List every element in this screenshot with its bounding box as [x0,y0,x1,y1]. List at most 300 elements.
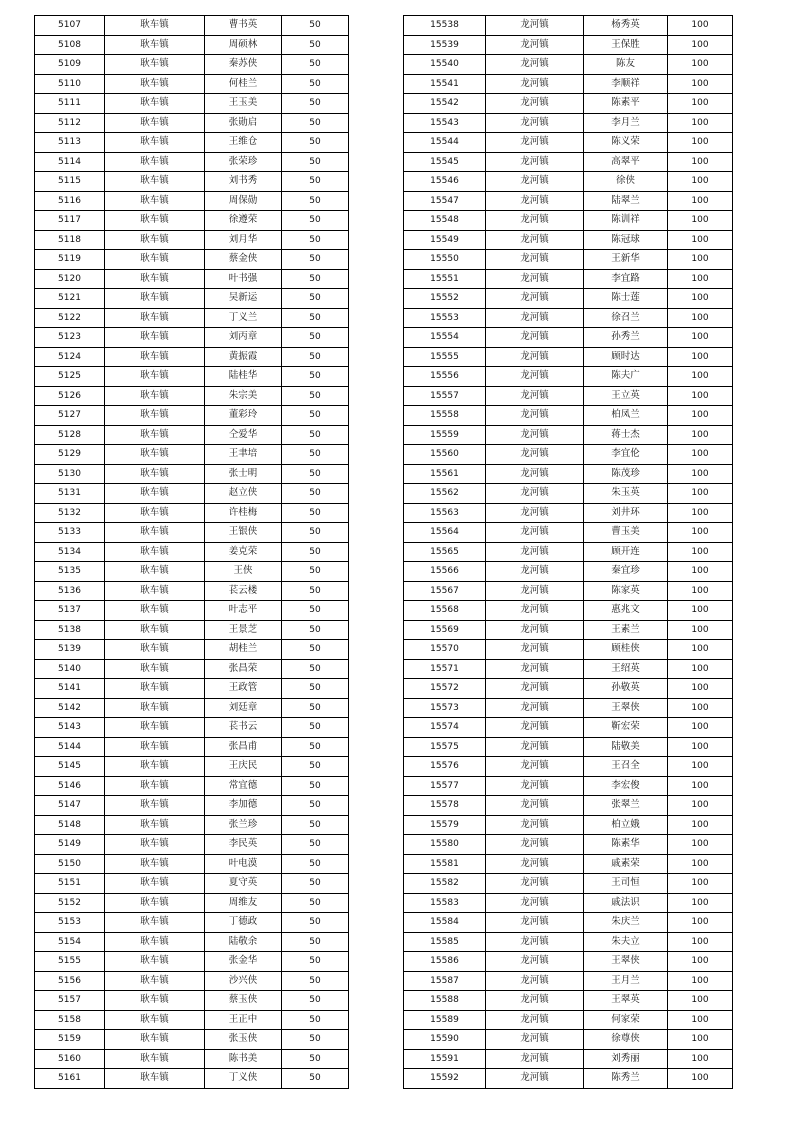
serial-number-cell: 15574 [404,718,486,738]
name-cell: 陈素华 [584,835,668,855]
table-row [35,191,349,211]
name-cell: 徐遵荣 [205,211,282,231]
amount-cell: 100 [668,35,733,55]
amount-cell: 50 [282,874,349,894]
amount-cell: 100 [668,55,733,75]
left-table-body [35,16,349,1089]
serial-number-cell: 15568 [404,601,486,621]
serial-number-cell: 15579 [404,815,486,835]
serial-number-cell: 5118 [35,230,105,250]
amount-cell: 50 [282,289,349,309]
name-cell: 丁义兰 [205,308,282,328]
serial-number-cell: 15586 [404,952,486,972]
serial-number-cell: 15585 [404,932,486,952]
name-cell: 张荣珍 [205,152,282,172]
name-cell: 刘井环 [584,503,668,523]
town-cell: 龙河镇 [486,328,584,348]
amount-cell: 100 [668,367,733,387]
amount-cell: 100 [668,94,733,114]
table-row [35,289,349,309]
table-row [35,718,349,738]
name-cell: 张兰珍 [205,815,282,835]
serial-number-cell: 15548 [404,211,486,231]
amount-cell: 100 [668,74,733,94]
table-row [35,347,349,367]
town-cell: 龙河镇 [486,152,584,172]
name-cell: 苌书云 [205,718,282,738]
town-cell: 耿车镇 [105,172,205,192]
name-cell: 刘书秀 [205,172,282,192]
amount-cell: 50 [282,991,349,1011]
serial-number-cell: 5133 [35,523,105,543]
serial-number-cell: 5119 [35,250,105,270]
right-table [403,15,733,1089]
amount-cell: 100 [668,250,733,270]
serial-number-cell: 5143 [35,718,105,738]
serial-number-cell: 15562 [404,484,486,504]
serial-number-cell: 15544 [404,133,486,153]
town-cell: 龙河镇 [486,484,584,504]
table-row [404,757,733,777]
table-row [35,679,349,699]
table-row [35,55,349,75]
amount-cell: 100 [668,620,733,640]
town-cell: 耿车镇 [105,971,205,991]
name-cell: 李宏俊 [584,776,668,796]
town-cell: 耿车镇 [105,289,205,309]
name-cell: 陈家英 [584,581,668,601]
serial-number-cell: 5141 [35,679,105,699]
name-cell: 仝爱华 [205,425,282,445]
town-cell: 耿车镇 [105,854,205,874]
town-cell: 耿车镇 [105,386,205,406]
table-row [35,152,349,172]
serial-number-cell: 15576 [404,757,486,777]
name-cell: 秦苏侠 [205,55,282,75]
name-cell: 吴新运 [205,289,282,309]
table-row [404,718,733,738]
town-cell: 龙河镇 [486,620,584,640]
table-row [35,94,349,114]
name-cell: 叶志平 [205,601,282,621]
serial-number-cell: 15591 [404,1049,486,1069]
serial-number-cell: 5117 [35,211,105,231]
serial-number-cell: 5160 [35,1049,105,1069]
serial-number-cell: 15565 [404,542,486,562]
table-row [404,893,733,913]
amount-cell: 100 [668,971,733,991]
name-cell: 李加德 [205,796,282,816]
name-cell: 戚法识 [584,893,668,913]
town-cell: 耿车镇 [105,659,205,679]
amount-cell: 50 [282,542,349,562]
amount-cell: 50 [282,386,349,406]
amount-cell: 100 [668,679,733,699]
table-row [35,757,349,777]
amount-cell: 100 [668,659,733,679]
town-cell: 耿车镇 [105,698,205,718]
amount-cell: 50 [282,776,349,796]
amount-cell: 50 [282,445,349,465]
name-cell: 秦宜珍 [584,562,668,582]
town-cell: 龙河镇 [486,737,584,757]
name-cell: 赵立侠 [205,484,282,504]
name-cell: 杨秀英 [584,16,668,36]
table-row [404,523,733,543]
serial-number-cell: 5110 [35,74,105,94]
name-cell: 沙兴侠 [205,971,282,991]
town-cell: 龙河镇 [486,952,584,972]
serial-number-cell: 5142 [35,698,105,718]
serial-number-cell: 5109 [35,55,105,75]
serial-number-cell: 5144 [35,737,105,757]
serial-number-cell: 15551 [404,269,486,289]
serial-number-cell: 5148 [35,815,105,835]
amount-cell: 100 [668,874,733,894]
amount-cell: 50 [282,581,349,601]
serial-number-cell: 5146 [35,776,105,796]
table-row [35,659,349,679]
amount-cell: 100 [668,386,733,406]
amount-cell: 100 [668,757,733,777]
table-row [35,815,349,835]
name-cell: 徐尊侠 [584,1030,668,1050]
town-cell: 耿车镇 [105,581,205,601]
town-cell: 龙河镇 [486,347,584,367]
name-cell: 李民英 [205,835,282,855]
serial-number-cell: 15564 [404,523,486,543]
table-row [35,113,349,133]
table-row [404,74,733,94]
table-row [404,152,733,172]
name-cell: 王立英 [584,386,668,406]
amount-cell: 50 [282,815,349,835]
amount-cell: 50 [282,191,349,211]
amount-cell: 50 [282,737,349,757]
table-row [404,1030,733,1050]
town-cell: 龙河镇 [486,133,584,153]
town-cell: 耿车镇 [105,776,205,796]
town-cell: 龙河镇 [486,308,584,328]
town-cell: 耿车镇 [105,484,205,504]
town-cell: 耿车镇 [105,367,205,387]
town-cell: 耿车镇 [105,113,205,133]
town-cell: 耿车镇 [105,191,205,211]
name-cell: 王翠侠 [584,952,668,972]
serial-number-cell: 5137 [35,601,105,621]
town-cell: 龙河镇 [486,406,584,426]
name-cell: 周维友 [205,893,282,913]
table-row [35,874,349,894]
town-cell: 耿车镇 [105,1030,205,1050]
name-cell: 王聿培 [205,445,282,465]
serial-number-cell: 15541 [404,74,486,94]
amount-cell: 100 [668,581,733,601]
name-cell: 陈夫广 [584,367,668,387]
town-cell: 龙河镇 [486,581,584,601]
name-cell: 张勋启 [205,113,282,133]
table-row [404,874,733,894]
town-cell: 龙河镇 [486,679,584,699]
town-cell: 龙河镇 [486,113,584,133]
amount-cell: 50 [282,679,349,699]
table-row [404,659,733,679]
table-row [404,640,733,660]
table-row [404,308,733,328]
amount-cell: 100 [668,737,733,757]
table-row [35,523,349,543]
town-cell: 龙河镇 [486,386,584,406]
name-cell: 李顺祥 [584,74,668,94]
table-row [404,55,733,75]
town-cell: 耿车镇 [105,913,205,933]
name-cell: 王新华 [584,250,668,270]
town-cell: 耿车镇 [105,308,205,328]
town-cell: 龙河镇 [486,35,584,55]
serial-number-cell: 15587 [404,971,486,991]
table-row [35,133,349,153]
town-cell: 龙河镇 [486,1069,584,1089]
serial-number-cell: 5129 [35,445,105,465]
table-row [35,893,349,913]
town-cell: 耿车镇 [105,523,205,543]
town-cell: 耿车镇 [105,757,205,777]
town-cell: 龙河镇 [486,601,584,621]
town-cell: 耿车镇 [105,1010,205,1030]
name-cell: 王正中 [205,1010,282,1030]
amount-cell: 50 [282,601,349,621]
amount-cell: 100 [668,328,733,348]
name-cell: 李月兰 [584,113,668,133]
table-row [404,542,733,562]
town-cell: 耿车镇 [105,640,205,660]
serial-number-cell: 15560 [404,445,486,465]
amount-cell: 50 [282,367,349,387]
table-row [35,854,349,874]
name-cell: 苌云楼 [205,581,282,601]
amount-cell: 50 [282,250,349,270]
name-cell: 丁义侠 [205,1069,282,1089]
serial-number-cell: 15569 [404,620,486,640]
serial-number-cell: 5127 [35,406,105,426]
amount-cell: 100 [668,445,733,465]
amount-cell: 50 [282,913,349,933]
name-cell: 陈秀兰 [584,1069,668,1089]
table-row [35,971,349,991]
name-cell: 陈书美 [205,1049,282,1069]
serial-number-cell: 15550 [404,250,486,270]
serial-number-cell: 5112 [35,113,105,133]
amount-cell: 100 [668,932,733,952]
name-cell: 王素兰 [584,620,668,640]
table-row [404,991,733,1011]
name-cell: 徐侠 [584,172,668,192]
amount-cell: 100 [668,601,733,621]
town-cell: 耿车镇 [105,620,205,640]
amount-cell: 50 [282,952,349,972]
name-cell: 何桂兰 [205,74,282,94]
amount-cell: 50 [282,757,349,777]
amount-cell: 100 [668,718,733,738]
name-cell: 夏守英 [205,874,282,894]
table-row [404,172,733,192]
town-cell: 耿车镇 [105,737,205,757]
name-cell: 叶电漠 [205,854,282,874]
serial-number-cell: 5126 [35,386,105,406]
name-cell: 惠兆文 [584,601,668,621]
amount-cell: 50 [282,503,349,523]
name-cell: 王玉美 [205,94,282,114]
name-cell: 王司恒 [584,874,668,894]
amount-cell: 100 [668,289,733,309]
serial-number-cell: 5159 [35,1030,105,1050]
serial-number-cell: 5128 [35,425,105,445]
amount-cell: 100 [668,503,733,523]
table-row [35,796,349,816]
amount-cell: 100 [668,913,733,933]
table-row [404,737,733,757]
amount-cell: 50 [282,971,349,991]
town-cell: 耿车镇 [105,16,205,36]
left-table [34,15,349,1089]
town-cell: 龙河镇 [486,776,584,796]
right-table-body [404,16,733,1089]
town-cell: 龙河镇 [486,874,584,894]
serial-number-cell: 15592 [404,1069,486,1089]
name-cell: 高翠平 [584,152,668,172]
name-cell: 王绍英 [584,659,668,679]
town-cell: 耿车镇 [105,464,205,484]
town-cell: 龙河镇 [486,1030,584,1050]
name-cell: 周保勋 [205,191,282,211]
town-cell: 耿车镇 [105,74,205,94]
name-cell: 陆翠兰 [584,191,668,211]
town-cell: 龙河镇 [486,172,584,192]
town-cell: 龙河镇 [486,250,584,270]
table-row [404,952,733,972]
town-cell: 龙河镇 [486,640,584,660]
serial-number-cell: 15588 [404,991,486,1011]
amount-cell: 50 [282,113,349,133]
table-row [35,406,349,426]
amount-cell: 100 [668,1010,733,1030]
table-row [35,737,349,757]
amount-cell: 50 [282,698,349,718]
table-row [404,191,733,211]
name-cell: 姜克荣 [205,542,282,562]
amount-cell: 50 [282,1069,349,1089]
town-cell: 耿车镇 [105,94,205,114]
amount-cell: 100 [668,152,733,172]
town-cell: 龙河镇 [486,893,584,913]
name-cell: 刘月华 [205,230,282,250]
town-cell: 耿车镇 [105,542,205,562]
amount-cell: 100 [668,776,733,796]
name-cell: 王庆民 [205,757,282,777]
town-cell: 龙河镇 [486,425,584,445]
town-cell: 龙河镇 [486,367,584,387]
amount-cell: 100 [668,542,733,562]
town-cell: 耿车镇 [105,1069,205,1089]
table-row [404,835,733,855]
amount-cell: 50 [282,523,349,543]
town-cell: 龙河镇 [486,230,584,250]
amount-cell: 50 [282,35,349,55]
table-row [404,932,733,952]
serial-number-cell: 15555 [404,347,486,367]
town-cell: 耿车镇 [105,796,205,816]
serial-number-cell: 15557 [404,386,486,406]
name-cell: 何家荣 [584,1010,668,1030]
town-cell: 耿车镇 [105,815,205,835]
name-cell: 王翠英 [584,991,668,1011]
town-cell: 耿车镇 [105,230,205,250]
town-cell: 耿车镇 [105,601,205,621]
name-cell: 张昌甫 [205,737,282,757]
town-cell: 龙河镇 [486,191,584,211]
serial-number-cell: 15561 [404,464,486,484]
town-cell: 龙河镇 [486,698,584,718]
amount-cell: 100 [668,16,733,36]
table-row [35,542,349,562]
name-cell: 陆敬余 [205,932,282,952]
name-cell: 徐召兰 [584,308,668,328]
serial-number-cell: 15542 [404,94,486,114]
name-cell: 曹玉美 [584,523,668,543]
serial-number-cell: 5131 [35,484,105,504]
name-cell: 陈茂珍 [584,464,668,484]
town-cell: 耿车镇 [105,269,205,289]
town-cell: 耿车镇 [105,932,205,952]
town-cell: 耿车镇 [105,991,205,1011]
serial-number-cell: 15583 [404,893,486,913]
table-row [35,620,349,640]
table-row [404,230,733,250]
amount-cell: 100 [668,484,733,504]
amount-cell: 50 [282,659,349,679]
amount-cell: 50 [282,835,349,855]
serial-number-cell: 5132 [35,503,105,523]
table-row [35,562,349,582]
table-row [35,250,349,270]
amount-cell: 100 [668,815,733,835]
serial-number-cell: 5134 [35,542,105,562]
town-cell: 龙河镇 [486,932,584,952]
town-cell: 耿车镇 [105,133,205,153]
serial-number-cell: 15545 [404,152,486,172]
amount-cell: 50 [282,211,349,231]
name-cell: 陈义荣 [584,133,668,153]
name-cell: 柏立娥 [584,815,668,835]
town-cell: 龙河镇 [486,1010,584,1030]
serial-number-cell: 5157 [35,991,105,1011]
table-row [404,698,733,718]
name-cell: 董彩玲 [205,406,282,426]
table-row [404,464,733,484]
table-row [35,211,349,231]
amount-cell: 50 [282,796,349,816]
table-row [35,1010,349,1030]
serial-number-cell: 15556 [404,367,486,387]
town-cell: 耿车镇 [105,445,205,465]
table-row [35,230,349,250]
name-cell: 黄振霞 [205,347,282,367]
table-row [404,581,733,601]
table-row [404,679,733,699]
town-cell: 耿车镇 [105,250,205,270]
name-cell: 蔡玉侠 [205,991,282,1011]
town-cell: 龙河镇 [486,445,584,465]
